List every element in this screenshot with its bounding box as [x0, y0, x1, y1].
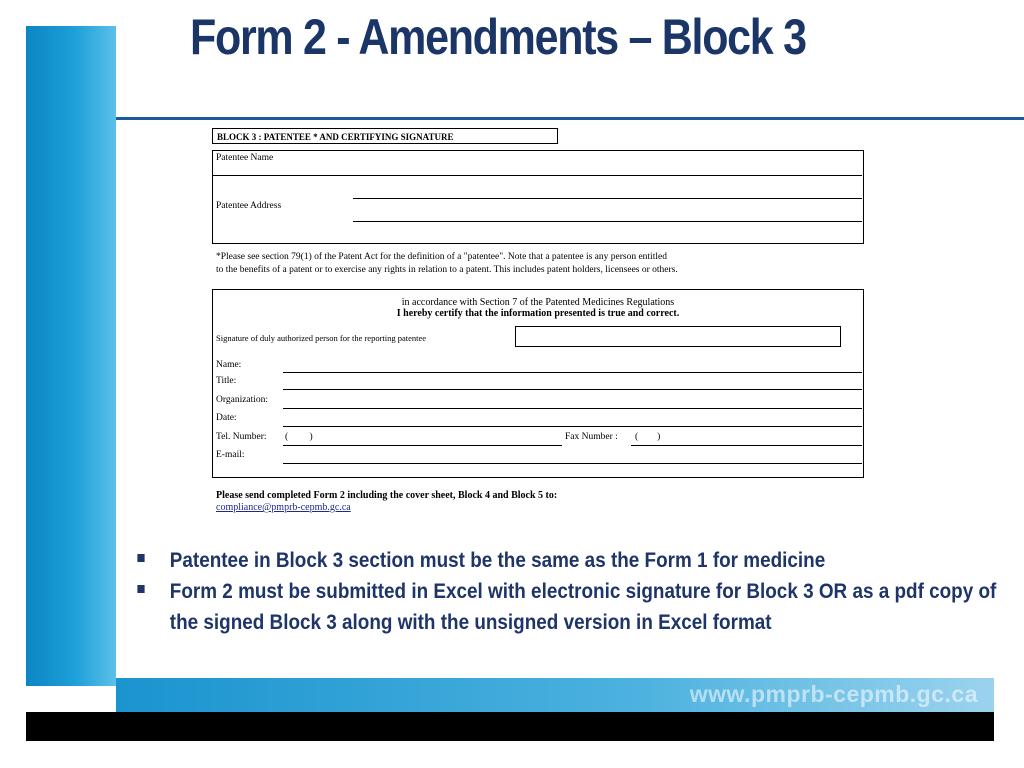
left-accent-bar — [26, 26, 116, 686]
compliance-email-link[interactable]: compliance@pmprb-cepmb.gc.ca — [216, 502, 351, 513]
form-line — [283, 463, 862, 464]
fax-label: Fax Number : — [565, 432, 618, 442]
tel-label: Tel. Number: — [216, 432, 267, 442]
square-bullet-icon — [137, 554, 144, 562]
patentee-note — [216, 251, 866, 277]
form-line — [283, 426, 862, 427]
signature-label: Signature of duly authorized person for the reporting patentee — [216, 333, 427, 343]
fax-value: ( ) — [635, 432, 661, 442]
square-bullet-icon — [137, 585, 144, 593]
form-line — [213, 175, 862, 176]
block-title: BLOCK 3 : PATENTEE * AND CERTIFYING SIGNATURE — [212, 128, 558, 144]
footer-url: www.pmprb-cepmb.gc.ca — [689, 681, 978, 707]
note-line-1: *Please see section 79(1) of the Patent Act for the definition of a "patentee". Note that a patentee is any person entitled — [216, 252, 667, 262]
cert-regulation-text: in accordance with Section 7 of the Patented Medicines Regulations — [401, 297, 675, 308]
patentee-address-label: Patentee Address — [216, 201, 282, 211]
bullet-item — [132, 576, 1016, 638]
form-block3-image — [212, 128, 867, 520]
send-instructions: Please send completed Form 2 including the cover sheet, Block 4 and Block 5 to: — [216, 490, 558, 501]
form-line — [283, 408, 862, 409]
bullet-text: Form 2 must be submitted in Excel with electronic signature for Block 3 OR as a pdf copy of the signed Block 3 along with the unsigned version in Excel format — [169, 580, 997, 634]
title-divider — [116, 117, 1024, 120]
bottom-black-bar — [26, 712, 994, 741]
cert-statement-text: I hereby certify that the information presented is true and correct. — [396, 308, 680, 319]
form-line — [353, 198, 862, 199]
name-label: Name: — [216, 360, 242, 370]
form-line — [283, 372, 862, 373]
tel-value: ( ) — [285, 432, 313, 442]
page-number: 16 — [54, 686, 73, 705]
title-label: Title: — [216, 376, 237, 386]
patentee-section — [212, 150, 864, 244]
note-line-2: to the benefits of a patent or to exercise any rights in relation to a patent. This includes patent holders, licensees or others. — [216, 265, 678, 275]
email-label: E-mail: — [216, 450, 245, 460]
form-line — [283, 445, 562, 446]
patentee-name-label: Patentee Name — [216, 153, 274, 163]
date-label: Date: — [216, 413, 237, 423]
footer-bar — [116, 678, 994, 712]
signature-field — [515, 326, 841, 347]
organization-label: Organization: — [216, 395, 269, 405]
form-line — [631, 445, 862, 446]
form-line — [283, 389, 862, 390]
bullet-item — [132, 545, 1016, 576]
bullet-text: Patentee in Block 3 section must be the same as the Form 1 for medicine — [169, 549, 826, 572]
form-line — [353, 221, 862, 222]
bullet-list — [132, 545, 997, 638]
slide-title: Form 2 - Amendments – Block 3 — [190, 9, 806, 65]
certification-section — [212, 289, 864, 478]
